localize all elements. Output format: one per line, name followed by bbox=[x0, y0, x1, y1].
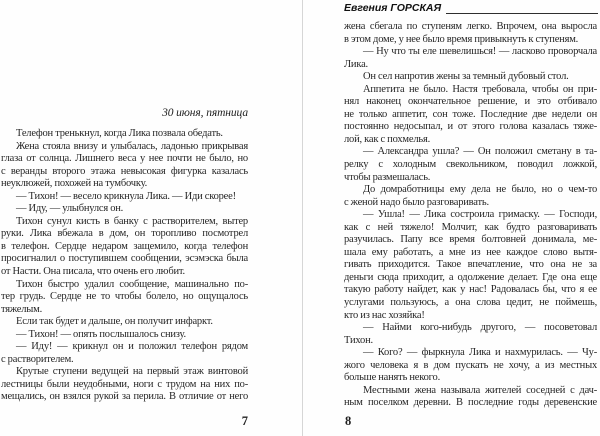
text-line: с веранды второго этажа невысокая фигурка казалась bbox=[1, 165, 248, 177]
text-line: от Насти. Она писала, что очень его любит. bbox=[1, 266, 185, 278]
text-line: Местными жена называла жителей соседней с дач- bbox=[363, 384, 597, 396]
text-line: такую работу найдет, как у нас! Радовалась бы, что я ее bbox=[344, 284, 597, 296]
text-line: — Ушла! — Лика состроила гримаску. — Господи, bbox=[363, 209, 597, 221]
text-line: — Тихон! — опять послышалось снизу. bbox=[16, 328, 186, 340]
text-line: Он сел напротив жены за темный дубовый стол. bbox=[363, 71, 569, 83]
right-page-body-text bbox=[344, 21, 597, 410]
text-line: разучилась. Папу все время болтовней донимала, ме- bbox=[344, 234, 597, 246]
left-page-body-text bbox=[1, 128, 248, 404]
author-name: Евгения ГОРСКАЯ bbox=[344, 2, 442, 14]
text-line: в телефон. Сердце недаром защемило, когда телефон bbox=[1, 240, 248, 252]
text-line: кто из нас хозяйка! bbox=[344, 309, 425, 321]
text-line: глаза от солнца. Лишнего веса у нее почти не было, но bbox=[1, 153, 248, 165]
text-line: просигналил о поступившем сообщении, эсэмэска была bbox=[1, 253, 248, 265]
text-line: услугами пользуюсь, а она слова цедит, не поймешь, bbox=[344, 297, 597, 309]
text-line: Тихон сунул кисть в банку с растворителем, вытер bbox=[16, 215, 248, 227]
text-line: — Ну что ты еле шевелишься! — ласково проворчала bbox=[363, 46, 597, 58]
text-line: больше нанять некого. bbox=[344, 372, 441, 384]
text-line: — Александра ушла? — Он положил сметану в та- bbox=[363, 146, 597, 158]
text-line: не только аппетит, сон тоже. Последние две недели он bbox=[344, 108, 597, 120]
right-page-number: 8 bbox=[345, 414, 352, 428]
text-line: жого человека я в дом пускать не хочу, а из местных bbox=[344, 359, 597, 371]
text-line: До домработницы ему дела не было, но о чем-то bbox=[363, 184, 597, 196]
left-page-number: 7 bbox=[241, 414, 248, 428]
text-line: релку с холодным свекольником, поводил ложкой, bbox=[344, 159, 597, 171]
text-line: в этом доме, у нее было время привыкнуть к ступеням. bbox=[344, 33, 579, 45]
text-line: Телефон тренькнул, когда Лика позвала обедать. bbox=[16, 128, 223, 139]
text-line: жена сбегала по ступеням легко. Впрочем, она выросла bbox=[344, 21, 597, 32]
text-line: шала ему работать, а мне из нее каждое слово вытя- bbox=[344, 246, 597, 258]
text-line: Тихон. bbox=[344, 334, 373, 346]
running-head bbox=[344, 2, 598, 15]
text-line: Лика. bbox=[344, 58, 368, 70]
text-line: неуклюжей, похожей на тумбочку. bbox=[1, 178, 147, 190]
text-line: постоянно недосыпал, и от этого голова казалась тяже- bbox=[344, 121, 597, 133]
text-line: деньги сюда приходит, а одолжение делает. Где она еще bbox=[344, 271, 597, 283]
text-line: чтобы размешалась. bbox=[344, 171, 431, 183]
text-line: Если так будет и дальше, он получит инфаркт. bbox=[16, 316, 213, 328]
text-line: тер грудь. Сердце не то чтобы болело, но ощущалось bbox=[1, 291, 248, 303]
text-line: Аппетита не было. Настя требовала, чтобы он при- bbox=[363, 83, 597, 95]
text-line: мещались, он взялся рукой за перила. В отличие от него bbox=[1, 391, 248, 403]
text-line: гивать приходится. Такое впечатление, что она не за bbox=[344, 259, 597, 271]
chapter-date-heading: 30 июня, пятница bbox=[162, 107, 248, 119]
running-head-rule bbox=[446, 2, 598, 14]
text-line: — Тихон! — весело крикнула Лика. — Иди скорее! bbox=[16, 190, 236, 202]
text-line: тяжелым. bbox=[1, 303, 43, 315]
text-line: Жена стояла внизу и улыбалась, ладонью прикрывая bbox=[16, 140, 248, 152]
text-line: — Кого? — фыркнула Лика и нахмурилась. — Чу- bbox=[363, 347, 597, 359]
text-line: с растворителем. bbox=[1, 353, 74, 365]
text-line: — Иду, — улыбнулся он. bbox=[16, 203, 124, 215]
text-line: руки. Лика вбежала в дом, он торопливо посмотрел bbox=[1, 228, 248, 240]
text-line: как с ней тяжело! Молчит, как будто разговаривать bbox=[344, 221, 597, 233]
text-line: с женой надо было разговаривать. bbox=[344, 196, 489, 208]
text-line: — Иду! — крикнул он и положил телефон рядом bbox=[16, 341, 248, 353]
text-line: лестницы были неудобными, ноги с трудом на них по- bbox=[1, 378, 248, 390]
page-right bbox=[303, 0, 600, 436]
text-line: лой, как с похмелья. bbox=[344, 133, 431, 145]
text-line: — Найми кого-нибудь другого, — посоветовал bbox=[363, 322, 597, 334]
text-line: Тихон быстро удалил сообщение, машинально по- bbox=[16, 278, 248, 290]
text-line: ным поселком деревни. В последние годы деревенские bbox=[344, 397, 597, 409]
text-line: Крутые ступени ведущей на первый этаж винтовой bbox=[16, 366, 248, 378]
text-line: нял наконец окончательное решение, и это отбивало bbox=[344, 96, 597, 108]
